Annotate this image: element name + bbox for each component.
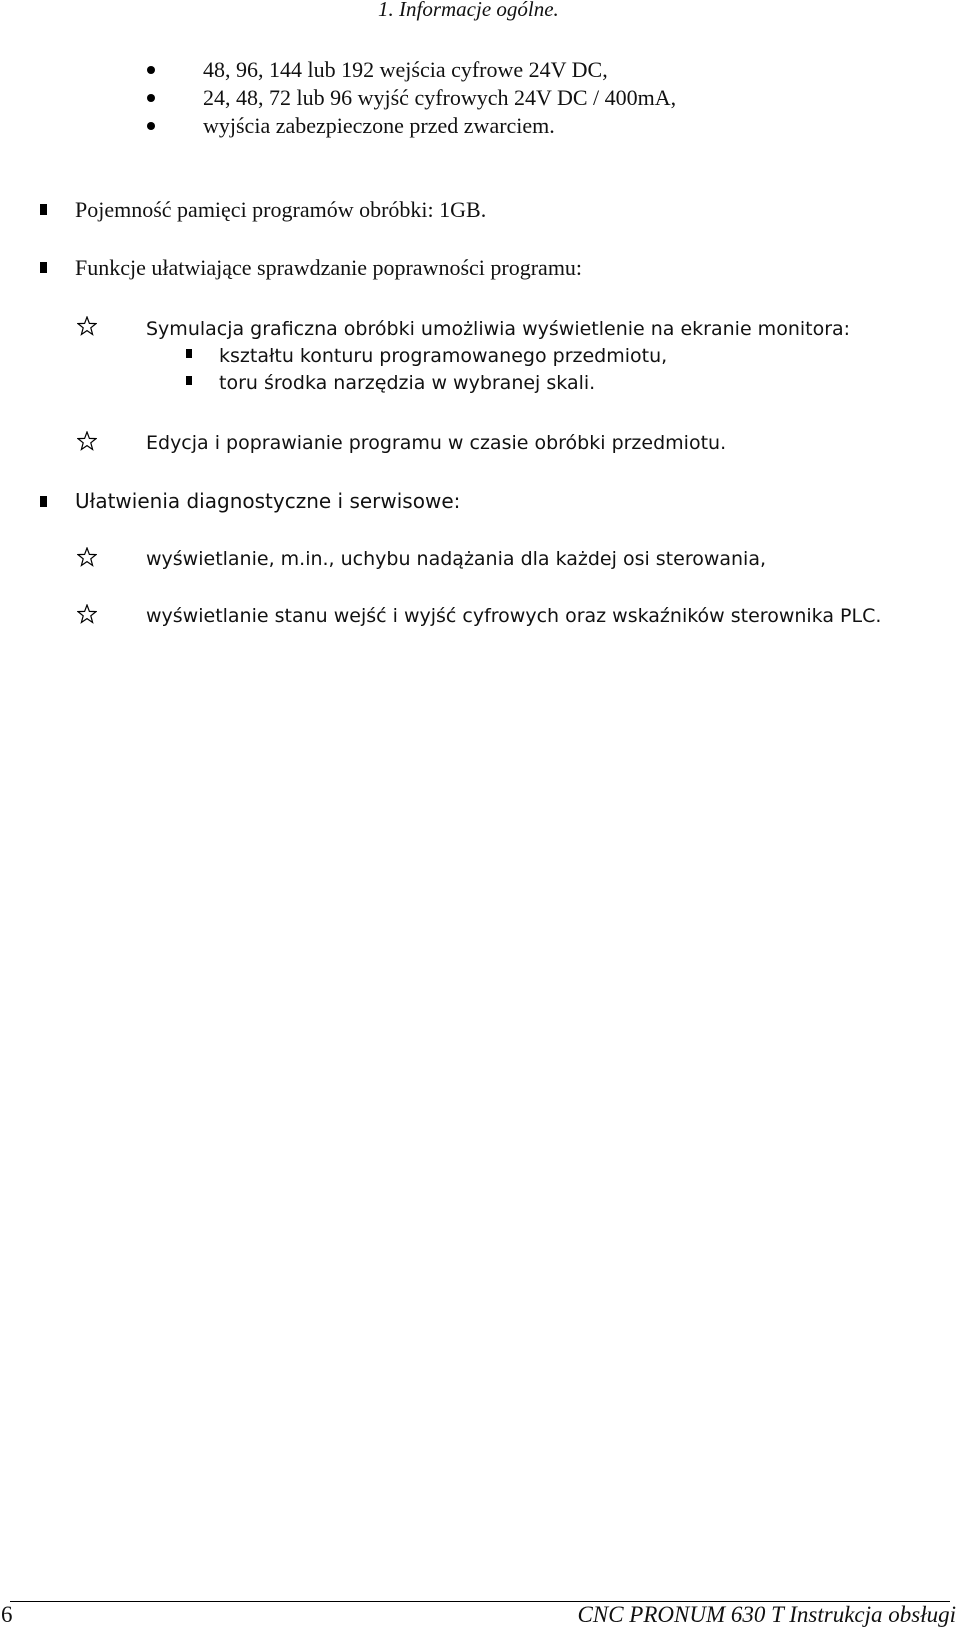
- square-bullet-icon: [40, 262, 47, 273]
- star-outline-icon: [77, 431, 97, 451]
- square-bullet-icon: [40, 496, 47, 507]
- bullet-dot-icon: [147, 122, 155, 130]
- page-number: 6: [1, 1602, 13, 1627]
- list-item: wyświetlanie, m.in., uchybu nadążania dla każdej osi sterowania,: [146, 548, 767, 570]
- section-header: 1. Informacje ogólne.: [378, 0, 559, 21]
- star-outline-icon: [77, 604, 97, 624]
- list-item: wyjścia zabezpieczone przed zwarciem.: [203, 113, 555, 138]
- bullet-dot-icon: [147, 66, 155, 74]
- list-item: kształtu konturu programowanego przedmiotu,: [219, 345, 668, 367]
- square-bullet-icon: [186, 376, 192, 385]
- list-item: toru środka narzędzia w wybranej skali.: [219, 372, 596, 394]
- editing-text: Edycja i poprawianie programu w czasie obróbki przedmiotu.: [146, 432, 727, 454]
- manual-title: CNC PRONUM 630 T Instrukcja obsługi: [577, 1602, 956, 1627]
- bullet-dot-icon: [147, 94, 155, 102]
- list-item: 24, 48, 72 lub 96 wyjść cyfrowych 24V DC / 400mA,: [203, 85, 677, 110]
- simulation-text: Symulacja graficzna obróbki umożliwia wyświetlenie na ekranie monitora:: [146, 318, 851, 340]
- list-item: 48, 96, 144 lub 192 wejścia cyfrowe 24V DC,: [203, 57, 608, 82]
- diagnostics-heading: Ułatwienia diagnostyczne i serwisowe:: [75, 489, 461, 513]
- star-outline-icon: [77, 316, 97, 336]
- list-item: wyświetlanie stanu wejść i wyjść cyfrowych oraz wskaźników sterownika PLC.: [146, 605, 882, 627]
- square-bullet-icon: [40, 204, 47, 215]
- functions-heading: Funkcje ułatwiające sprawdzanie poprawności programu:: [75, 255, 583, 280]
- memory-line: Pojemność pamięci programów obróbki: 1GB.: [75, 197, 487, 222]
- star-outline-icon: [77, 547, 97, 567]
- square-bullet-icon: [186, 349, 192, 358]
